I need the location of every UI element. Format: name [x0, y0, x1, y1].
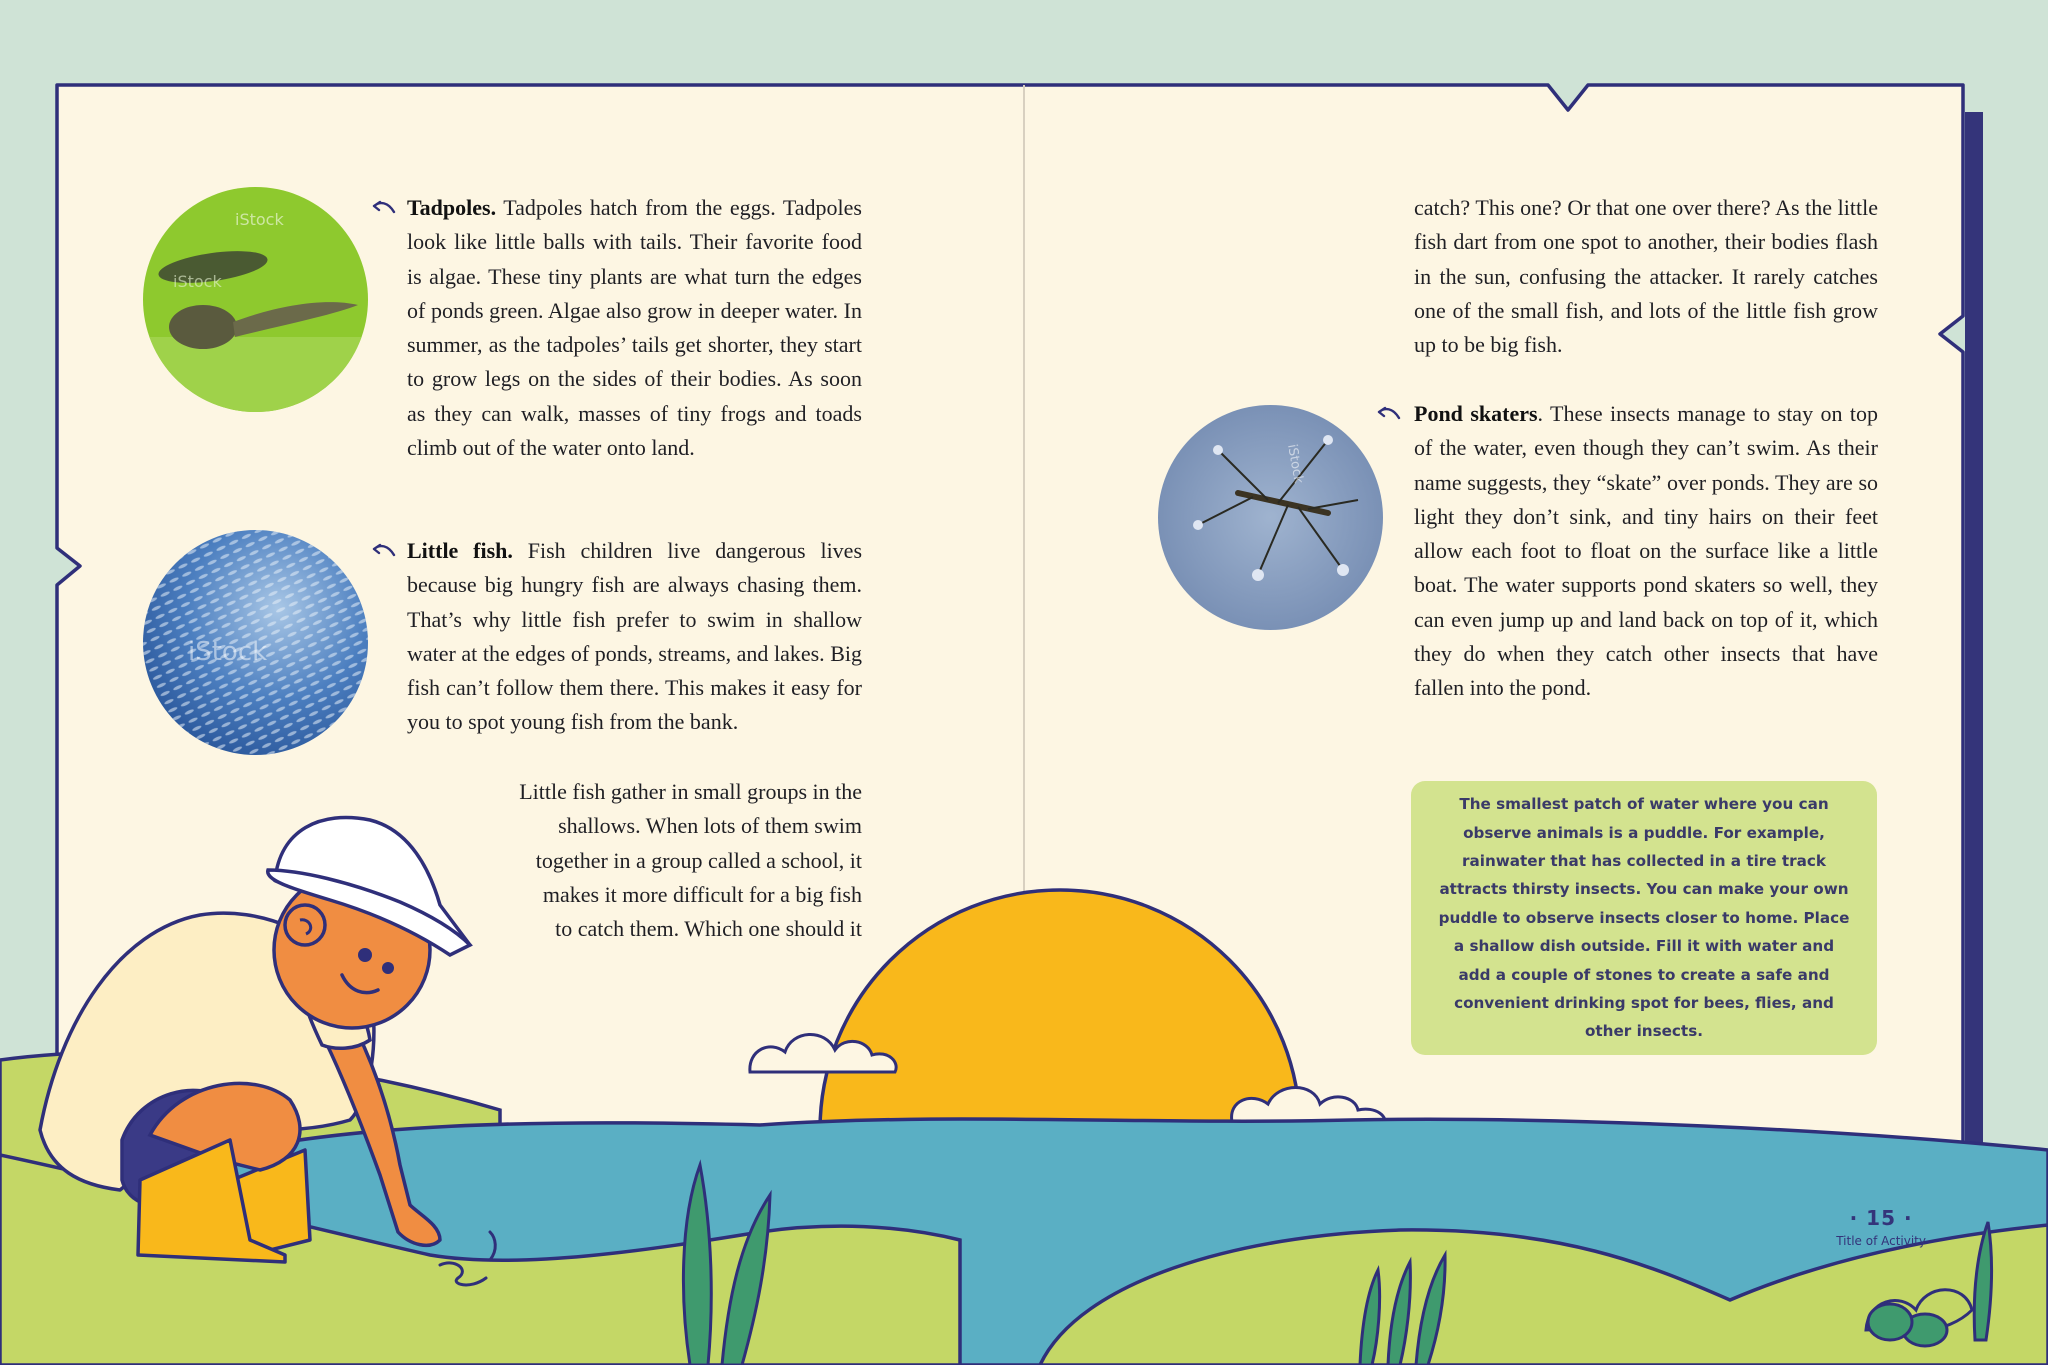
continued-line: together in a group called a school, it: [535, 847, 862, 873]
tadpoles-paragraph: [407, 191, 862, 465]
tadpoles-heading: Tadpoles.: [407, 195, 497, 220]
svg-text:iStock: iStock: [188, 637, 268, 667]
svg-text:iStock: iStock: [173, 272, 222, 291]
tip-text: The smallest patch of water where you can observe animals is a puddle. For example, rainwater that has collected in a tire track attracts thirsty insects. You can make your own puddle to observe insects closer to home. Place a shallow dish outside. Fill it with water and add a couple of stones to create a safe and convenient drinking spot for bees, flies, and other insects.: [1438, 795, 1850, 1041]
continued-line: to catch them. Which one should it: [555, 916, 862, 942]
fish-arrow-icon: [370, 541, 396, 559]
tip-box: [1411, 781, 1877, 1055]
svg-text:iStock: iStock: [1284, 443, 1306, 485]
continued-line: shallows. When lots of them swim: [558, 813, 862, 839]
tadpoles-arrow-icon: [370, 198, 396, 216]
tadpoles-photo: [143, 187, 368, 412]
pond-skater-photo: [1158, 405, 1383, 630]
little-fish-continued: [407, 775, 862, 946]
little-fish-heading: Little fish.: [407, 538, 513, 563]
svg-text:iStock: iStock: [235, 210, 284, 229]
continued-line: Little fish gather in small groups in the: [519, 779, 862, 804]
little-fish-text: Fish children live dangerous lives because big hungry fish are always chasing them. That’s why little fish prefer to swim in shallow water at the edges of ponds, streams, and lakes. Big fish can’t follow them there. This makes it easy for you to spot young fish from the bank.: [407, 538, 863, 735]
page-footer: [1836, 1206, 1926, 1248]
pond-skaters-heading: Pond skaters: [1414, 401, 1538, 426]
activity-title: Title of Activity: [1836, 1234, 1926, 1248]
pond-skaters-paragraph: [1414, 397, 1878, 706]
fish-school-photo: [143, 530, 368, 755]
pond-skaters-text: . These insects manage to stay on top of the water, even though they can’t swim. As their name suggests, they “skate” over ponds. They are so light they don’t sink, and tiny hairs on their feet allow each foot to float on the surface like a little boat. The water supports pond skaters so well, they can even jump up and land back on top of it, which they do when they catch other insects that have fallen into the pond.: [1414, 401, 1879, 701]
pond-skaters-arrow-icon: [1375, 404, 1401, 422]
tadpoles-text: Tadpoles hatch from the eggs. Tadpoles look like little balls with tails. Their favorite food is algae. These tiny plants are what turn the edges of ponds green. Algae also grow in deeper water. In summer, as the tadpoles’ tails get shorter, they start to grow legs on the sides of their bodies. As soon as they can walk, masses of tiny frogs and toads climb out of the water onto land.: [407, 195, 862, 461]
sun: [820, 890, 1300, 1130]
continuation-paragraph: catch? This one? Or that one over there? As the little fish dart from one spot to another, their bodies flash in the sun, confusing the attacker. It rarely catches one of the small fish, and lots of the little fish grow up to be big fish.: [1414, 195, 1878, 358]
page-number: · 15 ·: [1849, 1206, 1913, 1230]
continued-line: makes it more difficult for a big fish: [542, 881, 862, 907]
little-fish-paragraph: [407, 534, 862, 740]
